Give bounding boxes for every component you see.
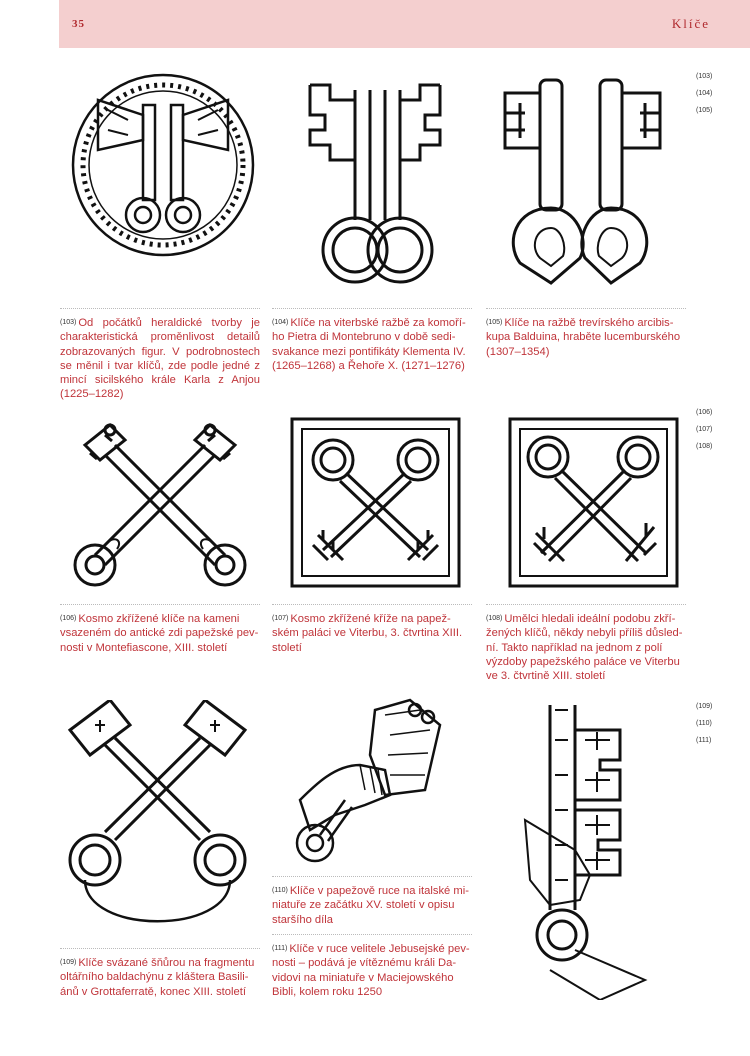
- caption-rule: [272, 876, 472, 877]
- figure-106-crossed-keys: [65, 415, 255, 595]
- margin-ref: (111): [696, 737, 712, 744]
- page-title: Klíče: [671, 16, 710, 31]
- page-number: 35: [72, 18, 85, 30]
- figure-111-bible-keys: [520, 700, 650, 1000]
- caption-rule: [272, 604, 472, 605]
- figure-103-keys-coin: [68, 70, 258, 260]
- caption-rule: [486, 604, 686, 605]
- caption-rule: [60, 308, 260, 309]
- caption-109: (109) Klíče svázané šňůrou na fragmentu oltářního baldachýnu z kláštera Basiliánů v Grottaferratě, konec XIII. století: [60, 957, 255, 998]
- margin-ref: (103): [696, 73, 713, 80]
- figure-108-keys-variant: [506, 415, 681, 590]
- margin-refs-top: [696, 68, 712, 119]
- margin-ref: (104): [696, 90, 713, 97]
- margin-ref: (107): [696, 426, 713, 433]
- caption-105: (105) Klíče na ražbě trevírského arcibiskupa Balduina, hraběte lucemburského (1307–1354): [486, 317, 681, 358]
- caption-rule: [272, 934, 472, 935]
- margin-ref: (110): [696, 720, 712, 727]
- margin-refs-bottom: [696, 698, 712, 749]
- caption-110: (110) Klíče v papežově ruce na italské miniatuře ze začátku XV. století v opisu staršího díla: [272, 885, 469, 926]
- caption-111: (111) Klíče v ruce velitele Jebusejské pevnosti – podává je vítěznému králi Davidovi na miniatuře v Maciejowského Bibli, kolem roku 1250: [272, 943, 470, 998]
- caption-108: (108) Umělci hledali ideální podobu zkřížených klíčů, někdy nebyli příliš důslední. Takto například na jednom z polí výzdoby papežského paláce ve Viterbu ve 3. čtvrtině XIII. století: [486, 613, 683, 683]
- margin-ref: (106): [696, 409, 713, 416]
- figure-105-keys-hearts: [495, 68, 685, 293]
- caption-rule: [272, 308, 472, 309]
- caption-rule: [60, 948, 260, 949]
- margin-refs-middle: [696, 404, 712, 455]
- figure-109-keys-cord: [60, 700, 255, 935]
- caption-107: (107) Kosmo zkřížené kříže na papežském paláci ve Viterbu, 3. čtvrtina XIII. století: [272, 613, 463, 654]
- figure-110-papal-hand: [290, 695, 455, 870]
- caption-rule: [60, 604, 260, 605]
- caption-103: (103) Od počátků heraldické tvorby je charakteristická proměnlivost detailů zobrazovaných figur. V podrobnostech se měnil i tvar klíčů, zde podle jedné z mincí sicilského krále Karla z Anjou (1225–1282): [60, 317, 260, 401]
- margin-ref: (108): [696, 443, 713, 450]
- page-header-band: [59, 0, 750, 48]
- caption-rule: [486, 308, 686, 309]
- figure-104-keys-rings: [300, 70, 450, 295]
- margin-ref: (105): [696, 107, 713, 114]
- caption-106: (106) Kosmo zkřížené klíče na kameni vsazeném do antické zdi papežské pevnosti v Montefiascone, XIII. století: [60, 613, 259, 654]
- caption-104: (104) Klíče na viterbské ražbě za komořího Pietra di Montebruno v době sedisvakance mezi pontifikáty Klementa IV. (1265–1268) a Řehoře X. (1271–1276): [272, 317, 466, 372]
- margin-ref: (109): [696, 703, 713, 710]
- figure-107-keys-square: [288, 415, 463, 590]
